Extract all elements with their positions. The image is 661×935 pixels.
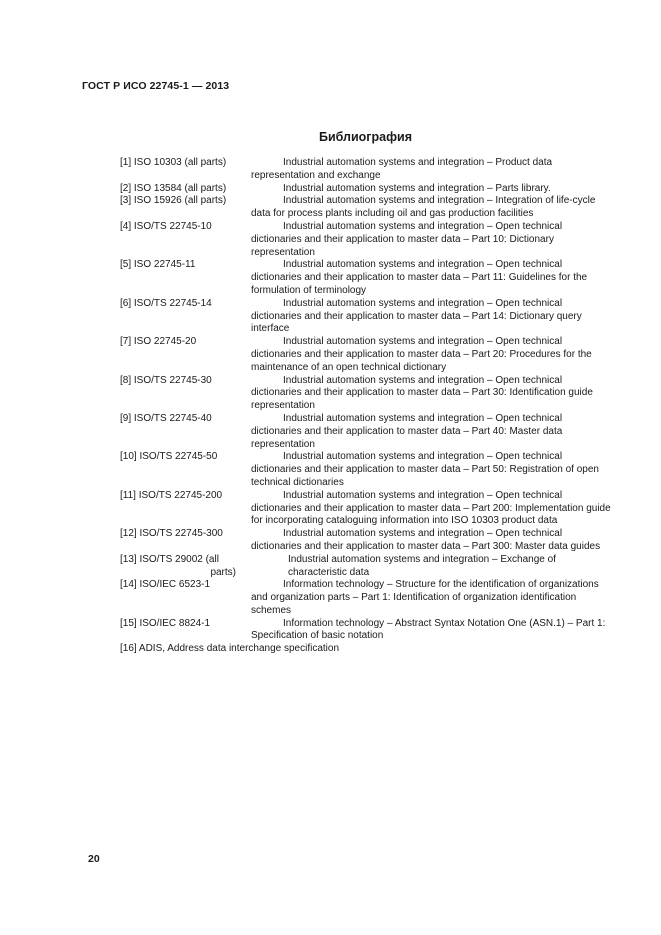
bibliography-entry	[120, 157, 615, 183]
entry-reference: [11] ISO/TS 22745-200	[120, 489, 223, 501]
bibliography-entry	[120, 451, 615, 489]
entry-reference: [10] ISO/TS 22745-50	[120, 451, 218, 463]
entry-description: Industrial automation systems and integration – Open technical dictionaries and their application to master data – Part 14: Dictionary query interface	[251, 297, 582, 335]
entry-reference-continuation: parts)	[210, 566, 236, 578]
bibliography-entry	[120, 579, 615, 617]
entry-reference: [15] ISO/IEC 8824-1	[120, 617, 211, 629]
bibliography-entry	[120, 528, 615, 554]
bibliography-entry	[120, 298, 615, 336]
entry-description: Industrial automation systems and integration – Open technical dictionaries and their application to master data – Part 40: Master data representation	[251, 412, 563, 450]
entry-reference: [5] ISO 22745-11	[120, 259, 196, 271]
entry-description: Industrial automation systems and integration – Open technical dictionaries and their application to master data – Part 30: Identification guide representation	[251, 374, 593, 412]
page-number: 20	[88, 853, 100, 865]
entry-reference: [14] ISO/IEC 6523-1	[120, 579, 211, 591]
bibliography-entry	[120, 183, 615, 196]
entry-description: Information technology – Abstract Syntax Notation One (ASN.1) – Part 1: Specification of basic notation	[251, 617, 606, 642]
bibliography-entry	[120, 413, 615, 451]
entry-description: Industrial automation systems and integration – Parts library.	[283, 182, 551, 194]
entry-description: Industrial automation systems and integration – Open technical dictionaries and their application to master data – Part 200: Implementation guide for incorporating cataloguing information into ISO 10303 product data	[251, 489, 611, 527]
bibliography-title: Библиография	[318, 130, 413, 144]
entry-description: Industrial automation systems and integration – Open technical dictionaries and their application to master data – Part 11: Guidelines for the formulation of terminology	[251, 259, 588, 296]
document-header: ГОСТ Р ИСО 22745-1 — 2013	[82, 80, 230, 92]
entry-description: Industrial automation systems and integration – Product data representation and exchange	[251, 157, 553, 181]
entry-reference: [2] ISO 13584 (all parts)	[120, 182, 227, 194]
entry-description: Industrial automation systems and integration – Open technical dictionaries and their application to master data – Part 50: Registration of open technical dictionaries	[251, 451, 599, 488]
entry-reference: [4] ISO/TS 22745-10	[120, 220, 212, 232]
entry-reference: [12] ISO/TS 22745-300	[120, 528, 223, 540]
bibliography-entry	[120, 195, 615, 221]
bibliography-entry	[120, 221, 615, 259]
bibliography-entry	[120, 336, 615, 374]
entry-reference: [9] ISO/TS 22745-40	[120, 412, 212, 424]
bibliography-entry	[120, 643, 615, 656]
bibliography-list	[120, 157, 615, 656]
bibliography-entry	[120, 259, 615, 297]
entry-reference: [6] ISO/TS 22745-14	[120, 297, 212, 309]
bibliography-entry	[120, 618, 615, 644]
entry-description: Industrial automation systems and integration – Integration of life-cycle data for process plants including oil and gas production facilities	[251, 195, 596, 220]
entry-reference	[120, 554, 238, 580]
bibliography-entry	[120, 490, 615, 528]
entry-reference: [16] ADIS, Address data interchange specification	[120, 643, 340, 655]
entry-description: Information technology – Structure for the identification of organizations and organization parts – Part 1: Identification of organization identification schemes	[251, 579, 599, 616]
entry-description: Industrial automation systems and integration – Open technical dictionaries and their application to master data – Part 10: Dictionary representation	[251, 220, 563, 258]
entry-description: Industrial automation systems and integration – Open technical dictionaries and their application to master data – Part 20: Procedures for the maintenance of an open technical dictionary	[251, 336, 592, 373]
entry-reference: [8] ISO/TS 22745-30	[120, 374, 212, 386]
entry-reference: [1] ISO 10303 (all parts)	[120, 157, 227, 168]
entry-description: Industrial automation systems and integration – Exchange of characteristic data	[288, 553, 556, 578]
entry-reference: [7] ISO 22745-20	[120, 336, 197, 348]
bibliography-entry	[120, 554, 615, 580]
entry-reference-text: [13] ISO/TS 29002 (all	[120, 553, 219, 565]
entry-reference: [3] ISO 15926 (all parts)	[120, 195, 227, 207]
entry-description: Industrial automation systems and integration – Open technical dictionaries and their application to master data – Part 300: Master data guides	[251, 528, 601, 552]
bibliography-entry	[120, 375, 615, 413]
